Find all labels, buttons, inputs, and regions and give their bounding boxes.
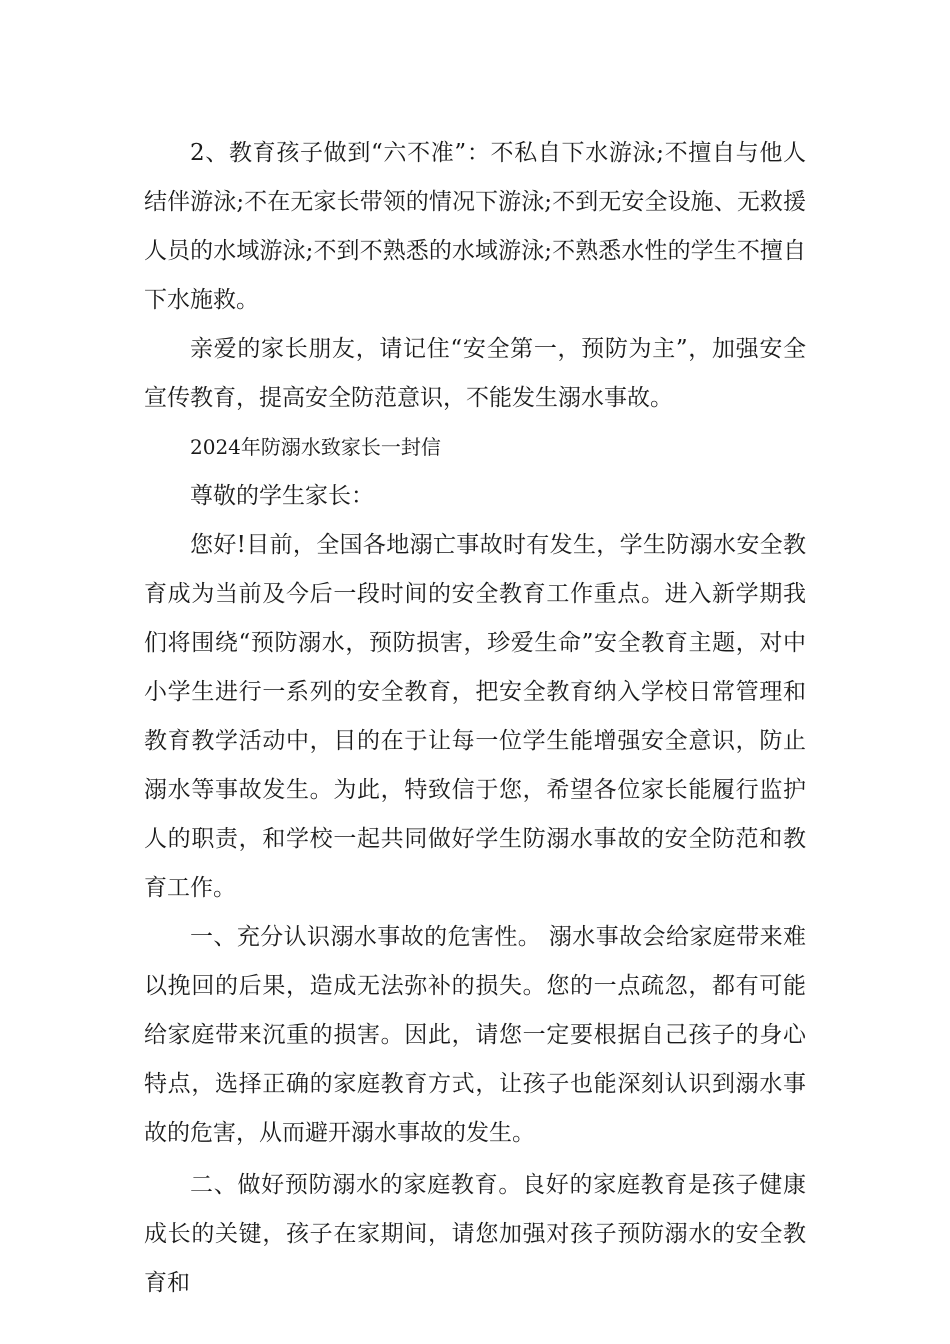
letter-salutation: 尊敬的学生家长：	[190, 483, 374, 509]
paragraph-six-rules: 2、教育孩子做到“六不准”：不私自下水游泳;不擅自与他人结伴游泳;不在无家长带领的情况下游泳;不到无安全设施、无救援人员的水域游泳;不到不熟悉的水域游泳;不熟悉水性的学生不擅自下水施救。	[144, 140, 806, 313]
letter-title: 2024年防溺水致家长一封信	[190, 435, 441, 459]
paragraph-parents-reminder: 亲爱的家长朋友，请记住“安全第一，预防为主”，加强安全宣传教育，提高安全防范意识，不能发生溺水事故。	[144, 336, 806, 411]
paragraph-section-two: 二、做好预防溺水的家庭教育。良好的家庭教育是孩子健康成长的关键，孩子在家期间，请您加强对孩子预防溺水的安全教育和	[144, 1172, 806, 1296]
paragraph-greeting: 您好!目前，全国各地溺亡事故时有发生，学生防溺水安全教育成为当前及今后一段时间的安全教育工作重点。进入新学期我们将围绕“预防溺水，预防损害，珍爱生命”安全教育主题，对中小学生进行一系列的安全教育，把安全教育纳入学校日常管理和教育教学活动中，目的在于让每一位学生能增强安全意识，防止溺水等事故发生。为此，特致信于您，希望各位家长能履行监护人的职责，和学校一起共同做好学生防溺水事故的安全防范和教育工作。	[144, 532, 806, 901]
document-body	[144, 129, 806, 1308]
paragraph-section-one: 一、充分认识溺水事故的危害性。 溺水事故会给家庭带来难以挽回的后果，造成无法弥补的损失。您的一点疏忽，都有可能给家庭带来沉重的损害。因此，请您一定要根据自己孩子的身心特点，选择正确的家庭教育方式，让孩子也能深刻认识到溺水事故的危害，从而避开溺水事故的发生。	[144, 924, 806, 1146]
